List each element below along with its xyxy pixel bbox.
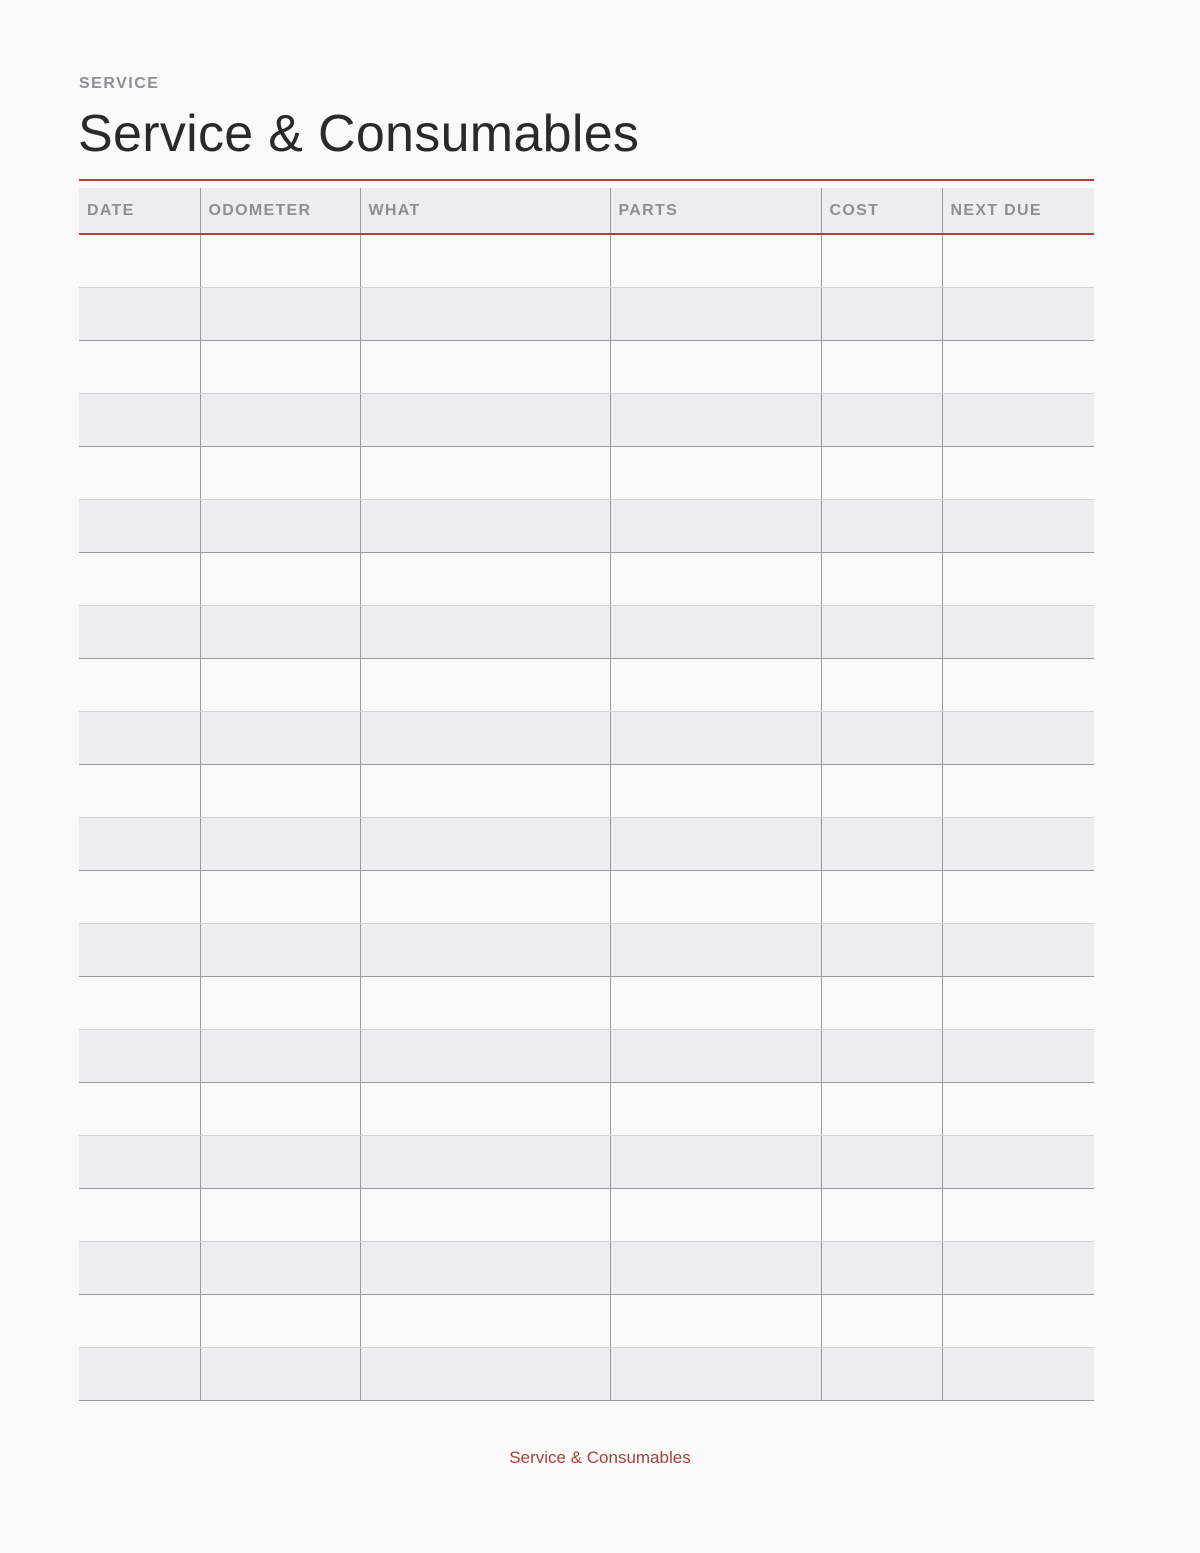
table-row	[79, 287, 1094, 340]
cell-date[interactable]	[79, 1135, 200, 1188]
cell-date[interactable]	[79, 711, 200, 764]
column-header-cost: COST	[821, 188, 942, 234]
cell-what[interactable]	[360, 287, 610, 340]
cell-odometer[interactable]	[200, 976, 360, 1029]
table-row	[79, 605, 1094, 658]
cell-parts[interactable]	[610, 764, 821, 817]
cell-odometer[interactable]	[200, 1294, 360, 1347]
cell-parts[interactable]	[610, 1241, 821, 1294]
cell-date[interactable]	[79, 393, 200, 446]
cell-date[interactable]	[79, 1082, 200, 1135]
cell-parts[interactable]	[610, 1082, 821, 1135]
table-row	[79, 446, 1094, 499]
cell-cost[interactable]	[821, 1135, 942, 1188]
column-header-odometer: ODOMETER	[200, 188, 360, 234]
cell-odometer[interactable]	[200, 552, 360, 605]
cell-odometer[interactable]	[200, 1135, 360, 1188]
table-row	[79, 764, 1094, 817]
cell-parts[interactable]	[610, 499, 821, 552]
cell-odometer[interactable]	[200, 1241, 360, 1294]
cell-odometer[interactable]	[200, 340, 360, 393]
cell-odometer[interactable]	[200, 499, 360, 552]
cell-date[interactable]	[79, 1241, 200, 1294]
table-row	[79, 1082, 1094, 1135]
cell-what[interactable]	[360, 1241, 610, 1294]
cell-next-due[interactable]	[942, 1135, 1094, 1188]
cell-cost[interactable]	[821, 764, 942, 817]
cell-odometer[interactable]	[200, 658, 360, 711]
cell-date[interactable]	[79, 234, 200, 287]
cell-what[interactable]	[360, 1135, 610, 1188]
cell-next-due[interactable]	[942, 287, 1094, 340]
page-footer: Service & Consumables	[509, 1448, 691, 1467]
cell-date[interactable]	[79, 446, 200, 499]
cell-next-due[interactable]	[942, 234, 1094, 287]
cell-date[interactable]	[79, 1188, 200, 1241]
cell-next-due[interactable]	[942, 393, 1094, 446]
cell-cost[interactable]	[821, 340, 942, 393]
table-row	[79, 393, 1094, 446]
cell-what[interactable]	[360, 446, 610, 499]
table-row	[79, 711, 1094, 764]
cell-what[interactable]	[360, 976, 610, 1029]
cell-cost[interactable]	[821, 1082, 942, 1135]
cell-parts[interactable]	[610, 870, 821, 923]
cell-odometer[interactable]	[200, 287, 360, 340]
cell-parts[interactable]	[610, 817, 821, 870]
cell-cost[interactable]	[821, 287, 942, 340]
cell-what[interactable]	[360, 764, 610, 817]
cell-next-due[interactable]	[942, 340, 1094, 393]
cell-odometer[interactable]	[200, 1347, 360, 1400]
cell-date[interactable]	[79, 287, 200, 340]
table-row	[79, 552, 1094, 605]
cell-next-due[interactable]	[942, 1082, 1094, 1135]
cell-parts[interactable]	[610, 605, 821, 658]
cell-cost[interactable]	[821, 1294, 942, 1347]
cell-what[interactable]	[360, 1082, 610, 1135]
cell-cost[interactable]	[821, 552, 942, 605]
cell-parts[interactable]	[610, 1188, 821, 1241]
cell-date[interactable]	[79, 817, 200, 870]
cell-cost[interactable]	[821, 1347, 942, 1400]
cell-next-due[interactable]	[942, 870, 1094, 923]
cell-date[interactable]	[79, 923, 200, 976]
table-row	[79, 658, 1094, 711]
cell-parts[interactable]	[610, 1135, 821, 1188]
cell-next-due[interactable]	[942, 552, 1094, 605]
title-divider	[79, 179, 1094, 181]
cell-date[interactable]	[79, 1347, 200, 1400]
cell-next-due[interactable]	[942, 1294, 1094, 1347]
cell-what[interactable]	[360, 817, 610, 870]
table-row	[79, 1347, 1094, 1400]
cell-parts[interactable]	[610, 1029, 821, 1082]
cell-date[interactable]	[79, 1294, 200, 1347]
cell-next-due[interactable]	[942, 446, 1094, 499]
cell-parts[interactable]	[610, 287, 821, 340]
cell-what[interactable]	[360, 870, 610, 923]
cell-next-due[interactable]	[942, 1029, 1094, 1082]
table-row	[79, 976, 1094, 1029]
cell-parts[interactable]	[610, 1294, 821, 1347]
table-row	[79, 923, 1094, 976]
column-header-next-due: NEXT DUE	[942, 188, 1094, 234]
cell-odometer[interactable]	[200, 817, 360, 870]
cell-what[interactable]	[360, 923, 610, 976]
cell-cost[interactable]	[821, 605, 942, 658]
cell-what[interactable]	[360, 1029, 610, 1082]
cell-parts[interactable]	[610, 234, 821, 287]
cell-cost[interactable]	[821, 234, 942, 287]
cell-what[interactable]	[360, 393, 610, 446]
cell-odometer[interactable]	[200, 764, 360, 817]
cell-parts[interactable]	[610, 1347, 821, 1400]
table-row	[79, 340, 1094, 393]
cell-next-due[interactable]	[942, 1188, 1094, 1241]
table-row	[79, 1241, 1094, 1294]
cell-cost[interactable]	[821, 658, 942, 711]
table-row	[79, 1188, 1094, 1241]
cell-odometer[interactable]	[200, 605, 360, 658]
cell-date[interactable]	[79, 976, 200, 1029]
cell-next-due[interactable]	[942, 976, 1094, 1029]
cell-date[interactable]	[79, 1029, 200, 1082]
cell-next-due[interactable]	[942, 711, 1094, 764]
column-header-what: WHAT	[360, 188, 610, 234]
cell-date[interactable]	[79, 658, 200, 711]
cell-parts[interactable]	[610, 446, 821, 499]
cell-date[interactable]	[79, 870, 200, 923]
page-title: Service & Consumables	[78, 105, 640, 163]
cell-parts[interactable]	[610, 552, 821, 605]
cell-what[interactable]	[360, 552, 610, 605]
cell-odometer[interactable]	[200, 446, 360, 499]
cell-odometer[interactable]	[200, 234, 360, 287]
cell-cost[interactable]	[821, 817, 942, 870]
cell-odometer[interactable]	[200, 1029, 360, 1082]
table-row	[79, 1029, 1094, 1082]
cell-what[interactable]	[360, 1188, 610, 1241]
cell-what[interactable]	[360, 1347, 610, 1400]
cell-cost[interactable]	[821, 711, 942, 764]
cell-what[interactable]	[360, 234, 610, 287]
cell-what[interactable]	[360, 340, 610, 393]
cell-next-due[interactable]	[942, 1347, 1094, 1400]
cell-next-due[interactable]	[942, 499, 1094, 552]
cell-odometer[interactable]	[200, 1188, 360, 1241]
cell-parts[interactable]	[610, 340, 821, 393]
column-header-parts: PARTS	[610, 188, 821, 234]
cell-what[interactable]	[360, 1294, 610, 1347]
cell-next-due[interactable]	[942, 658, 1094, 711]
cell-parts[interactable]	[610, 658, 821, 711]
column-header-date: DATE	[79, 188, 200, 234]
table-row	[79, 499, 1094, 552]
cell-what[interactable]	[360, 499, 610, 552]
cell-parts[interactable]	[610, 923, 821, 976]
cell-date[interactable]	[79, 340, 200, 393]
cell-next-due[interactable]	[942, 764, 1094, 817]
cell-what[interactable]	[360, 605, 610, 658]
section-eyebrow: SERVICE	[79, 75, 160, 92]
cell-cost[interactable]	[821, 870, 942, 923]
cell-what[interactable]	[360, 711, 610, 764]
cell-odometer[interactable]	[200, 1082, 360, 1135]
cell-date[interactable]	[79, 764, 200, 817]
cell-date[interactable]	[79, 552, 200, 605]
cell-cost[interactable]	[821, 976, 942, 1029]
table-row	[79, 1135, 1094, 1188]
cell-next-due[interactable]	[942, 817, 1094, 870]
cell-cost[interactable]	[821, 1241, 942, 1294]
cell-next-due[interactable]	[942, 1241, 1094, 1294]
cell-odometer[interactable]	[200, 870, 360, 923]
cell-parts[interactable]	[610, 711, 821, 764]
service-log-table	[79, 188, 1094, 1401]
cell-cost[interactable]	[821, 1029, 942, 1082]
cell-what[interactable]	[360, 658, 610, 711]
cell-date[interactable]	[79, 499, 200, 552]
cell-odometer[interactable]	[200, 711, 360, 764]
table-row	[79, 1294, 1094, 1347]
cell-parts[interactable]	[610, 976, 821, 1029]
cell-parts[interactable]	[610, 393, 821, 446]
table-row	[79, 870, 1094, 923]
cell-date[interactable]	[79, 605, 200, 658]
cell-next-due[interactable]	[942, 605, 1094, 658]
table-row	[79, 817, 1094, 870]
cell-odometer[interactable]	[200, 923, 360, 976]
cell-next-due[interactable]	[942, 923, 1094, 976]
cell-cost[interactable]	[821, 499, 942, 552]
cell-cost[interactable]	[821, 923, 942, 976]
cell-cost[interactable]	[821, 393, 942, 446]
table-header-row	[79, 188, 1094, 234]
cell-cost[interactable]	[821, 446, 942, 499]
table-row	[79, 234, 1094, 287]
cell-odometer[interactable]	[200, 393, 360, 446]
table-body	[79, 234, 1094, 1400]
cell-cost[interactable]	[821, 1188, 942, 1241]
